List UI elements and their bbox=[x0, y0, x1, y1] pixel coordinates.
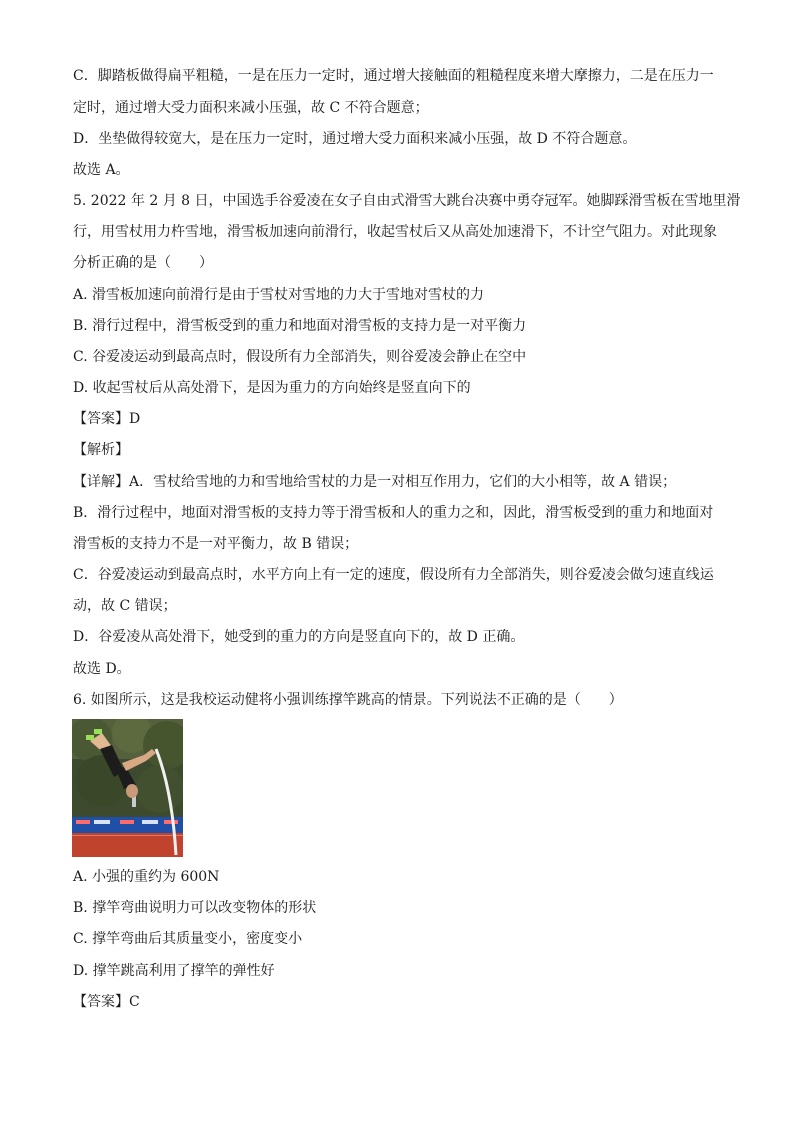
q6-stem: 6. 如图所示，这是我校运动健将小强训练撑竿跳高的情景。下列说法不正确的是（ ） bbox=[73, 692, 623, 708]
q6-option-c: C. 撑竿弯曲后其质量变小，密度变小 bbox=[73, 931, 303, 947]
q6-option-d: D. 撑竿跳高利用了撑竿的弹性好 bbox=[73, 963, 275, 979]
q5-option-b: B. 滑行过程中，滑雪板受到的重力和地面对滑雪板的支持力是一对平衡力 bbox=[73, 318, 527, 334]
q5-answer: 【答案】D bbox=[73, 411, 141, 427]
q5-detail-d: D．谷爱凌从高处滑下，她受到的重力的方向是竖直向下的，故 D 正确。 bbox=[73, 629, 525, 645]
q5-detail-c-line1: C．谷爱凌运动到最高点时，水平方向上有一定的速度，假设所有力全部消失，则谷爱凌会做匀速直线运 bbox=[73, 567, 714, 583]
q4-option-d: D．坐垫做得较宽大，是在压力一定时，通过增大受力面积来减小压强，故 D 不符合题意。 bbox=[73, 131, 637, 147]
q5-option-a: A. 滑雪板加速向前滑行是由于雪杖对雪地的力大于雪地对雪杖的力 bbox=[73, 287, 485, 303]
q4-conclusion: 故选 A。 bbox=[73, 162, 130, 178]
q6-answer: 【答案】C bbox=[73, 994, 140, 1010]
q5-stem-line3: 分析正确的是（ ） bbox=[73, 255, 213, 271]
q5-detail-b-line2: 滑雪板的支持力不是一对平衡力，故 B 错误； bbox=[73, 536, 359, 552]
q4-option-c-line1: C．脚踏板做得扁平粗糙，一是在压力一定时，通过增大接触面的粗糙程度来增大摩擦力，二是在压力一 bbox=[73, 68, 714, 84]
q5-option-d: D. 收起雪杖后从高处滑下，是因为重力的方向始终是竖直向下的 bbox=[73, 380, 471, 396]
q5-stem-line2: 行，用雪杖用力杵雪地，滑雪板加速向前滑行，收起雪杖后又从高处加速滑下，不计空气阻力。对此现象 bbox=[73, 224, 717, 240]
q5-detail-c-line2: 动，故 C 错误； bbox=[73, 598, 177, 614]
q5-conclusion: 故选 D。 bbox=[73, 661, 131, 677]
q5-option-c: C. 谷爱凌运动到最高点时，假设所有力全部消失，则谷爱凌会静止在空中 bbox=[73, 349, 527, 365]
pole-vault-photo bbox=[72, 719, 183, 857]
q5-analysis-heading: 【解析】 bbox=[73, 442, 129, 458]
q4-option-c-line2: 定时，通过增大受力面积来减小压强，故 C 不符合题意； bbox=[73, 100, 429, 116]
q5-detail-b-line1: B．滑行过程中，地面对滑雪板的支持力等于滑雪板和人的重力之和，因此，滑雪板受到的重力和地面对 bbox=[73, 505, 714, 521]
q5-stem-line1: 5. 2022 年 2 月 8 日，中国选手谷爱凌在女子自由式滑雪大跳台决赛中勇夺冠军。她脚踩滑雪板在雪地里滑 bbox=[73, 193, 741, 209]
q6-option-b: B. 撑竿弯曲说明力可以改变物体的形状 bbox=[73, 900, 317, 916]
q5-detail-a: 【详解】A．雪杖给雪地的力和雪地给雪杖的力是一对相互作用力，它们的大小相等，故 A 错误； bbox=[73, 474, 677, 490]
q6-option-a: A. 小强的重约为 600N bbox=[73, 869, 220, 885]
